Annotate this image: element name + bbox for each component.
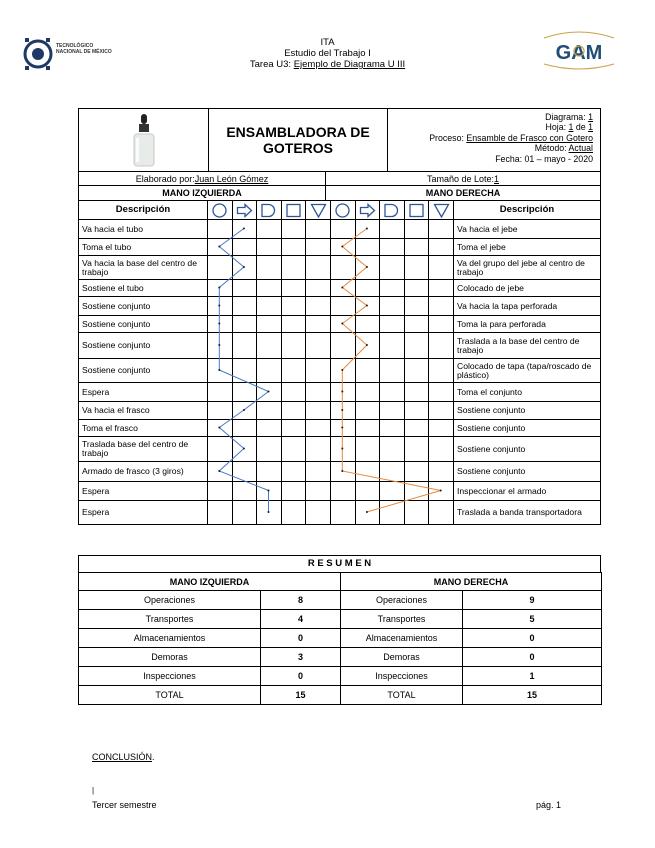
right-symbol-cell	[355, 296, 381, 316]
summary-left-value: 15	[260, 685, 341, 705]
right-symbol-cell	[355, 461, 381, 482]
footer-page-number: pág. 1	[536, 800, 562, 810]
left-symbol-cell	[207, 436, 233, 462]
left-symbol-cell	[232, 461, 258, 482]
right-symbol-cell	[428, 279, 454, 297]
left-symbol-cell	[281, 382, 307, 402]
process-chart	[78, 108, 601, 573]
transport-arrow-icon	[236, 203, 253, 218]
left-activity-4: Sostiene conjunto	[78, 296, 208, 316]
left-activity-2: Va hacia la base del centro de trabajo	[78, 255, 208, 280]
right-symbol-cell	[404, 279, 430, 297]
right-symbol-cell	[428, 332, 454, 359]
right-symbol-cell	[404, 481, 430, 501]
left-symbol-cell	[232, 296, 258, 316]
left-symbol-cell	[207, 500, 233, 525]
right-symbol-cell	[379, 279, 405, 297]
delay-d-icon	[260, 203, 277, 218]
summary-right-label: TOTAL	[340, 685, 463, 705]
right-symbol-cell	[379, 238, 405, 256]
right-symbol-cell	[355, 219, 381, 239]
right-symbol-cell	[428, 382, 454, 402]
summary-right-value: 15	[462, 685, 602, 705]
prepared-by: Elaborado por: Juan León Gómez	[78, 171, 326, 186]
right-activity-12: Sostiene conjunto	[453, 461, 601, 482]
right-symbol-cell	[379, 419, 405, 437]
left-symbol-cell	[232, 332, 258, 359]
right-symbol-cell	[428, 296, 454, 316]
left-activity-6: Sostiene conjunto	[78, 332, 208, 359]
left-symbol-header-3	[281, 200, 307, 220]
left-symbol-cell	[256, 500, 282, 525]
right-symbol-cell	[379, 436, 405, 462]
right-activity-5: Toma la para perforada	[453, 315, 601, 333]
right-activity-7: Colocado de tapa (tapa/roscado de plástico)	[453, 358, 601, 383]
left-symbol-cell	[281, 481, 307, 501]
right-symbol-cell	[404, 382, 430, 402]
left-symbol-cell	[305, 315, 331, 333]
right-symbol-cell	[428, 238, 454, 256]
delay-d-icon	[383, 203, 400, 218]
right-symbol-cell	[330, 382, 356, 402]
left-symbol-cell	[207, 332, 233, 359]
summary-left-label: TOTAL	[78, 685, 261, 705]
text-cursor: |	[92, 786, 95, 795]
right-activity-1: Toma el jebe	[453, 238, 601, 256]
right-symbol-cell	[330, 358, 356, 383]
storage-square-icon	[408, 203, 425, 218]
right-activity-9: Sostiene conjunto	[453, 401, 601, 420]
activity-grid	[78, 200, 601, 556]
summary-right-label: Demoras	[340, 647, 463, 667]
right-symbol-cell	[355, 358, 381, 383]
summary-left-label: Operaciones	[78, 590, 261, 610]
footer-semester: Tercer semestre	[92, 800, 157, 810]
right-hand-header: MANO DERECHA	[325, 185, 601, 201]
sheet-number: Hoja: 1 de 1	[545, 122, 593, 133]
left-symbol-cell	[305, 358, 331, 383]
right-symbol-cell	[355, 401, 381, 420]
left-symbol-cell	[207, 419, 233, 437]
inspection-triangle-icon	[433, 203, 450, 218]
page-header	[0, 0, 655, 100]
operation-circle-icon	[211, 203, 228, 218]
right-symbol-cell	[355, 419, 381, 437]
summary-left-value: 0	[260, 666, 341, 686]
right-symbol-cell	[379, 332, 405, 359]
right-symbol-cell	[428, 315, 454, 333]
right-symbol-cell	[428, 436, 454, 462]
right-activity-14: Traslada a banda transportadora	[453, 500, 601, 525]
left-symbol-cell	[232, 238, 258, 256]
right-description-header: Descripción	[453, 200, 601, 220]
left-symbol-cell	[305, 401, 331, 420]
left-activity-12: Armado de frasco (3 giros)	[78, 461, 208, 482]
right-symbol-cell	[428, 358, 454, 383]
right-symbol-cell	[330, 481, 356, 501]
left-symbol-cell	[232, 315, 258, 333]
left-symbol-cell	[305, 436, 331, 462]
gam-emblem-icon	[536, 24, 622, 76]
conclusion-heading: CONCLUSIÓN.	[92, 752, 155, 762]
left-symbol-cell	[281, 401, 307, 420]
right-symbol-cell	[379, 358, 405, 383]
left-symbol-cell	[207, 461, 233, 482]
summary-right-value: 5	[462, 609, 602, 629]
right-symbol-cell	[355, 436, 381, 462]
right-symbol-cell	[355, 279, 381, 297]
right-symbol-cell	[330, 461, 356, 482]
summary-right-value: 0	[462, 628, 602, 648]
left-symbol-header-4	[305, 200, 331, 220]
right-symbol-cell	[330, 315, 356, 333]
left-symbol-cell	[256, 279, 282, 297]
left-symbol-cell	[256, 219, 282, 239]
right-symbol-cell	[404, 315, 430, 333]
left-symbol-cell	[305, 461, 331, 482]
right-symbol-cell	[404, 461, 430, 482]
left-symbol-header-1	[232, 200, 258, 220]
right-symbol-header-3	[404, 200, 430, 220]
left-symbol-header-0	[207, 200, 233, 220]
process-name: Proceso: Ensamble de Frasco con Gotero	[429, 132, 593, 143]
left-symbol-cell	[207, 358, 233, 383]
left-symbol-cell	[256, 461, 282, 482]
summary-right-value: 0	[462, 647, 602, 667]
right-symbol-cell	[379, 481, 405, 501]
right-symbol-header-1	[355, 200, 381, 220]
right-symbol-cell	[428, 461, 454, 482]
left-symbol-cell	[232, 419, 258, 437]
summary-left-label: Almacenamientos	[78, 628, 261, 648]
right-symbol-cell	[379, 500, 405, 525]
header-task-title: Ejemplo de Diagrama U III	[293, 59, 406, 70]
right-symbol-cell	[404, 358, 430, 383]
right-symbol-cell	[379, 296, 405, 316]
right-symbol-cell	[404, 219, 430, 239]
right-symbol-cell	[330, 419, 356, 437]
right-symbol-cell	[404, 238, 430, 256]
left-symbol-cell	[232, 500, 258, 525]
left-symbol-header-2	[256, 200, 282, 220]
right-activity-4: Va hacia la tapa perforada	[453, 296, 601, 316]
left-activity-3: Sostiene el tubo	[78, 279, 208, 297]
chart-title: ENSAMBLADORA DE GOTEROS	[208, 108, 388, 172]
left-symbol-cell	[305, 481, 331, 501]
left-activity-10: Toma el frasco	[78, 419, 208, 437]
right-symbol-cell	[404, 419, 430, 437]
left-symbol-cell	[305, 238, 331, 256]
product-image-cell	[78, 108, 209, 172]
left-symbol-cell	[281, 461, 307, 482]
summary-right-label: Almacenamientos	[340, 628, 463, 648]
summary-left-header: MANO IZQUIERDA	[78, 572, 341, 591]
right-symbol-cell	[355, 255, 381, 280]
left-activity-9: Va hacia el frasco	[78, 401, 208, 420]
summary-right-label: Operaciones	[340, 590, 463, 610]
left-symbol-cell	[207, 279, 233, 297]
dropper-bottle-icon	[130, 112, 158, 168]
right-symbol-cell	[330, 238, 356, 256]
left-activity-8: Espera	[78, 382, 208, 402]
right-symbol-cell	[404, 500, 430, 525]
left-symbol-cell	[281, 436, 307, 462]
left-activity-13: Espera	[78, 481, 208, 501]
right-symbol-cell	[428, 401, 454, 420]
left-symbol-cell	[207, 401, 233, 420]
left-symbol-cell	[232, 481, 258, 501]
summary-left-label: Transportes	[78, 609, 261, 629]
summary-left-value: 0	[260, 628, 341, 648]
right-symbol-cell	[379, 255, 405, 280]
right-symbol-cell	[428, 500, 454, 525]
header-line-2: Estudio del Trabajo I	[284, 48, 371, 59]
right-activity-11: Sostiene conjunto	[453, 436, 601, 462]
left-symbol-cell	[256, 436, 282, 462]
right-symbol-cell	[379, 382, 405, 402]
left-activity-7: Sostiene conjunto	[78, 358, 208, 383]
right-symbol-cell	[428, 255, 454, 280]
right-activity-2: Va del grupo del jebe al centro de trabajo	[453, 255, 601, 280]
chart-info-block	[387, 108, 601, 172]
right-symbol-cell	[330, 436, 356, 462]
right-activity-0: Va hacia el jebe	[453, 219, 601, 239]
right-activity-13: Inspeccionar el armado	[453, 481, 601, 501]
left-symbol-cell	[232, 401, 258, 420]
right-symbol-cell	[355, 382, 381, 402]
right-symbol-cell	[404, 332, 430, 359]
left-activity-0: Va hacia el tubo	[78, 219, 208, 239]
right-symbol-cell	[404, 401, 430, 420]
inspection-triangle-icon	[310, 203, 327, 218]
summary-right-value: 1	[462, 666, 602, 686]
left-symbol-cell	[256, 296, 282, 316]
left-symbol-cell	[305, 419, 331, 437]
left-symbol-cell	[207, 481, 233, 501]
right-symbol-cell	[355, 500, 381, 525]
header-line-1: ITA	[320, 37, 335, 48]
left-symbol-cell	[256, 238, 282, 256]
right-symbol-cell	[428, 481, 454, 501]
gam-logo-text: GAM	[555, 42, 603, 64]
left-symbol-cell	[232, 279, 258, 297]
left-symbol-cell	[207, 219, 233, 239]
right-symbol-cell	[355, 238, 381, 256]
right-symbol-cell	[330, 332, 356, 359]
logo-line-2: NACIONAL DE MÉXICO	[56, 49, 112, 55]
left-activity-1: Toma el tubo	[78, 238, 208, 256]
storage-square-icon	[285, 203, 302, 218]
right-symbol-header-4	[428, 200, 454, 220]
summary-right-label: Inspecciones	[340, 666, 463, 686]
summary-title: R E S U M E N	[78, 555, 601, 573]
left-symbol-cell	[281, 279, 307, 297]
summary-table	[78, 572, 601, 706]
left-symbol-cell	[305, 296, 331, 316]
left-symbol-cell	[207, 315, 233, 333]
logo-line-1: TECNOLÓGICO	[56, 43, 94, 49]
right-symbol-cell	[379, 461, 405, 482]
left-symbol-cell	[256, 401, 282, 420]
left-symbol-cell	[305, 219, 331, 239]
left-symbol-cell	[256, 358, 282, 383]
left-symbol-cell	[207, 238, 233, 256]
right-symbol-cell	[379, 401, 405, 420]
left-symbol-cell	[256, 332, 282, 359]
method-name: Método: Actual	[534, 143, 593, 154]
right-symbol-cell	[355, 332, 381, 359]
left-symbol-cell	[281, 358, 307, 383]
left-symbol-cell	[281, 255, 307, 280]
left-symbol-cell	[232, 436, 258, 462]
left-symbol-cell	[281, 315, 307, 333]
summary-right-label: Transportes	[340, 609, 463, 629]
left-hand-header: MANO IZQUIERDA	[78, 185, 326, 201]
left-symbol-cell	[256, 255, 282, 280]
summary-left-value: 4	[260, 609, 341, 629]
summary-right-value: 9	[462, 590, 602, 610]
left-symbol-cell	[281, 296, 307, 316]
left-symbol-cell	[256, 481, 282, 501]
right-symbol-cell	[404, 436, 430, 462]
summary-left-value: 3	[260, 647, 341, 667]
right-symbol-cell	[379, 315, 405, 333]
right-symbol-cell	[330, 401, 356, 420]
right-symbol-cell	[330, 255, 356, 280]
left-activity-14: Espera	[78, 500, 208, 525]
right-symbol-header-2	[379, 200, 405, 220]
left-symbol-cell	[281, 419, 307, 437]
left-symbol-cell	[256, 419, 282, 437]
right-symbol-cell	[355, 481, 381, 501]
right-symbol-cell	[330, 296, 356, 316]
diagram-number: Diagrama: 1	[545, 112, 593, 122]
right-symbol-cell	[379, 219, 405, 239]
right-activity-3: Colocado de jebe	[453, 279, 601, 297]
right-symbol-cell	[428, 419, 454, 437]
left-symbol-cell	[305, 332, 331, 359]
left-symbol-cell	[256, 382, 282, 402]
left-activity-5: Sostiene conjunto	[78, 315, 208, 333]
left-symbol-cell	[207, 382, 233, 402]
summary-left-value: 8	[260, 590, 341, 610]
chart-date: Fecha: 01 – mayo - 2020	[495, 153, 593, 164]
left-activity-11: Traslada base del centro de trabajo	[78, 436, 208, 462]
right-activity-8: Toma el conjunto	[453, 382, 601, 402]
left-symbol-cell	[305, 279, 331, 297]
right-symbol-cell	[330, 500, 356, 525]
left-symbol-cell	[281, 238, 307, 256]
lot-size: Tamaño de Lote: 1	[325, 171, 601, 186]
left-symbol-cell	[232, 382, 258, 402]
left-symbol-cell	[207, 296, 233, 316]
right-symbol-header-0	[330, 200, 356, 220]
left-symbol-cell	[281, 332, 307, 359]
left-symbol-cell	[281, 500, 307, 525]
right-symbol-cell	[355, 315, 381, 333]
summary-right-header: MANO DERECHA	[340, 572, 602, 591]
right-activity-6: Traslada a la base del centro de trabajo	[453, 332, 601, 359]
summary-left-label: Inspecciones	[78, 666, 261, 686]
left-symbol-cell	[207, 255, 233, 280]
summary-left-label: Demoras	[78, 647, 261, 667]
transport-arrow-icon	[359, 203, 376, 218]
left-symbol-cell	[305, 255, 331, 280]
right-activity-10: Sostiene conjunto	[453, 419, 601, 437]
left-symbol-cell	[305, 500, 331, 525]
right-symbol-cell	[428, 219, 454, 239]
left-symbol-cell	[281, 219, 307, 239]
right-symbol-cell	[330, 279, 356, 297]
right-symbol-cell	[330, 219, 356, 239]
header-task-label: Tarea U3:	[249, 59, 294, 70]
left-description-header: Descripción	[78, 200, 208, 220]
operation-circle-icon	[334, 203, 351, 218]
left-symbol-cell	[232, 219, 258, 239]
right-symbol-cell	[404, 255, 430, 280]
gam-logo	[536, 24, 622, 76]
left-symbol-cell	[305, 382, 331, 402]
left-symbol-cell	[256, 315, 282, 333]
right-symbol-cell	[404, 296, 430, 316]
left-symbol-cell	[232, 255, 258, 280]
left-symbol-cell	[232, 358, 258, 383]
